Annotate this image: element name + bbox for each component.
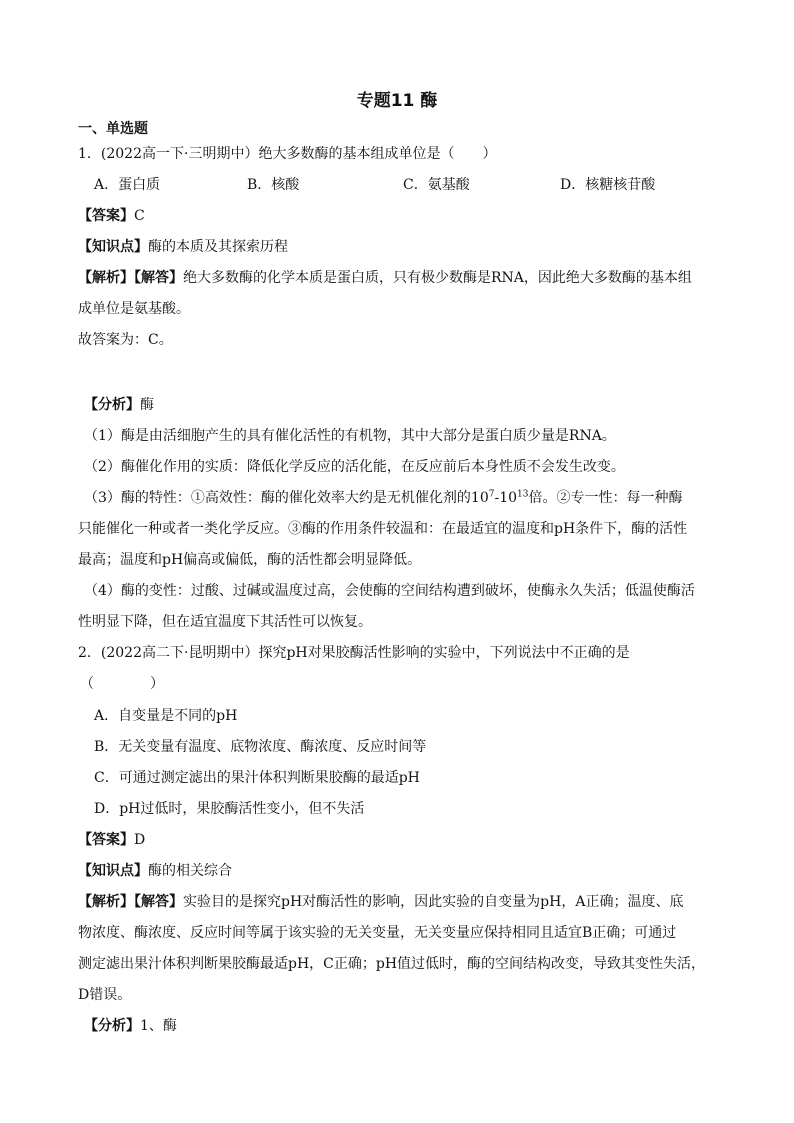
q2-analysis-line-2: 物浓度、酶浓度、反应时间等属于该实验的无关变量，无关变量应保持相同且适宜B正确；可通过: [78, 925, 677, 941]
exponent-13: 13: [517, 489, 529, 500]
q1-fenxi-3: [84, 489, 682, 507]
answer-label: 【答案】: [78, 832, 134, 848]
section-heading: 一、单选题: [78, 121, 148, 137]
q2-analysis-line-3: 测定滤出果汁体积判断果胶酶最适pH，C正确；pH值过低时，酶的空间结构改变，导致其变性失活，: [78, 956, 706, 972]
q2-option-a: A．自变量是不同的pH: [94, 708, 238, 724]
exponent-7: 7: [488, 489, 495, 500]
analysis-text: 绝大多数酶的化学本质是蛋白质，只有极少数酶是RNA，因此绝大多数酶的基本组: [183, 270, 692, 286]
q2-knowledge-point: [78, 862, 232, 880]
answer-value: C: [134, 208, 145, 224]
q1-fenxi-1: （1）酶是由活细胞产生的具有催化活性的有机物，其中大部分是蛋白质少量是RNA。: [84, 428, 616, 444]
q2-option-c: C．可通过测定滤出的果汁体积判断果胶酶的最适pH: [94, 770, 420, 786]
q1-analysis-line-1: [78, 269, 692, 287]
q1-option-c: C．氨基酸: [403, 177, 470, 193]
page-title: 专题11 酶: [356, 91, 438, 111]
q1-option-b: B．核酸: [247, 177, 300, 193]
q2-fenxi-heading: [84, 1017, 177, 1035]
fenxi-3-part-b: -10: [494, 490, 518, 506]
q1-fenxi-2: （2）酶催化作用的实质：降低化学反应的活化能，在反应前后本身性质不会发生改变。: [84, 459, 625, 475]
q1-stem: 1．(2022高一下·三明期中）绝大多数酶的基本组成单位是（ ）: [78, 146, 497, 162]
q1-analysis-line-3: 故答案为：C。: [78, 332, 173, 348]
fenxi-title: 酶: [140, 397, 154, 413]
q1-option-a: A．蛋白质: [94, 177, 161, 193]
fenxi-title: 1、酶: [140, 1018, 177, 1034]
knowledge-point-label: 【知识点】: [78, 863, 148, 879]
knowledge-point-value: 酶的相关综合: [148, 863, 232, 879]
q1-fenxi-5: 最高；温度和pH偏高或偏低，酶的活性都会明显降低。: [78, 552, 422, 568]
q1-option-d: D．核糖核苷酸: [560, 177, 656, 193]
knowledge-point-label: 【知识点】: [78, 239, 148, 255]
analysis-label: 【解析】【解答】: [78, 894, 183, 910]
q1-analysis-line-2: 成单位是氨基酸。: [78, 301, 190, 317]
q2-stem: 2．(2022高二下·昆明期中）探究pH对果胶酶活性影响的实验中，下列说法中不正确的是: [78, 645, 630, 661]
q2-answer: [78, 831, 145, 849]
q1-fenxi-4: 只能催化一种或者一类化学反应。③酶的作用条件较温和：在最适宜的温度和pH条件下，酶的活性: [78, 521, 688, 537]
fenxi-label: 【分析】: [84, 1018, 140, 1034]
answer-value: D: [134, 832, 146, 848]
fenxi-3-part-c: 倍。②专一性：每一种酶: [528, 490, 683, 506]
q2-option-b: B．无关变量有温度、底物浓度、酶浓度、反应时间等: [94, 739, 427, 755]
q1-fenxi-heading: [84, 396, 154, 414]
fenxi-3-part-a: （3）酶的特性：①高效性：酶的催化效率大约是无机催化剂的10: [84, 490, 489, 506]
q1-knowledge-point: [78, 238, 288, 256]
knowledge-point-value: 酶的本质及其探索历程: [148, 239, 288, 255]
q2-analysis-line-1: [78, 893, 683, 911]
q1-answer: [78, 207, 145, 225]
answer-label: 【答案】: [78, 208, 134, 224]
fenxi-label: 【分析】: [84, 397, 140, 413]
analysis-label: 【解析】【解答】: [78, 270, 183, 286]
q2-stem-paren: （ ）: [80, 676, 164, 692]
q2-analysis-line-4: D错误。: [78, 987, 132, 1003]
q2-option-d: D．pH过低时，果胶酶活性变小，但不失活: [94, 801, 365, 817]
analysis-text: 实验目的是探究pH对酶活性的影响，因此实验的自变量为pH，A正确；温度、底: [183, 894, 684, 910]
q1-fenxi-7: 性明显下降，但在适宜温度下其活性可以恢复。: [78, 614, 372, 630]
q1-fenxi-6: （4）酶的变性：过酸、过碱或温度过高，会使酶的空间结构遭到破坏，使酶永久失活；低温使酶活: [84, 583, 695, 599]
